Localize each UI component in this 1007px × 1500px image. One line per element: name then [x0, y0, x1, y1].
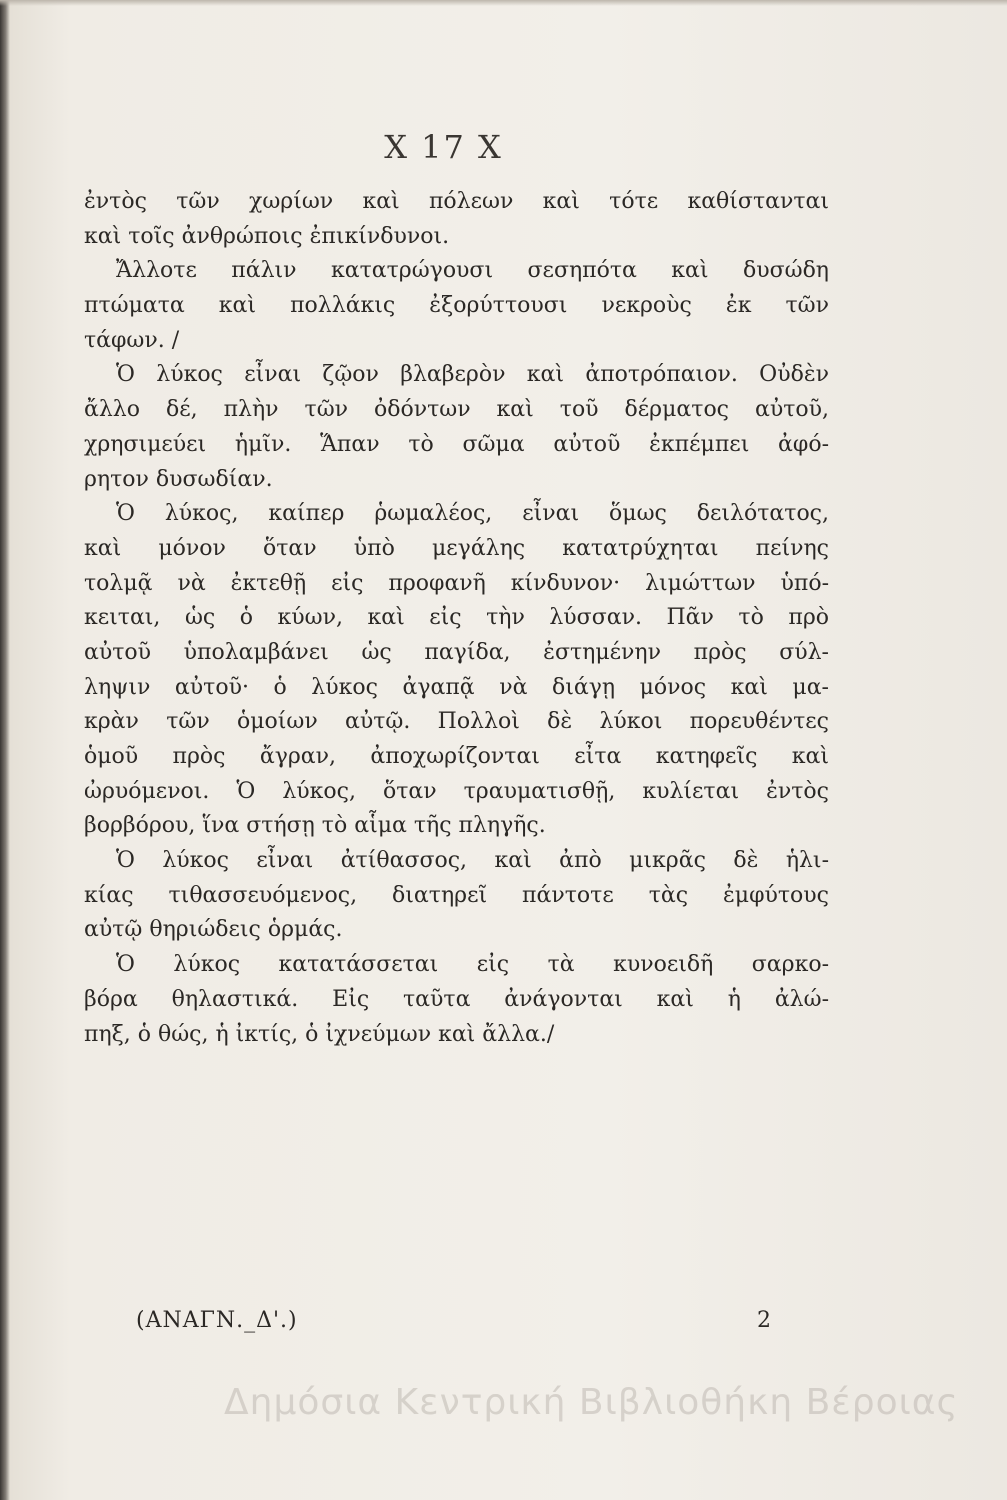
text-line: Ὁ λύκος εἶναι ἀτίθασσος, καὶ ἀπὸ μικρᾶς δὲ ἡλι- [116, 848, 829, 874]
text-line: ὠρυόμενοι. Ὁ λύκος, ὅταν τραυματισθῇ, κυλίεται ἐντὸς [84, 778, 829, 804]
text-line: καὶ τοῖς ἀνθρώποις ἐπικίνδυνοι. [84, 223, 450, 249]
text-line: Ὁ λύκος εἶναι ζῷον βλαβερὸν καὶ ἀποτρόπαιον. Οὐδὲν [116, 362, 829, 388]
text-line: πηξ, ὁ θώς, ἡ ἰκτίς, ὁ ἰχνεύμων καὶ ἄλλα./ [84, 1021, 555, 1047]
text-line: κίας τιθασσευόμενος, διατηρεῖ πάντοτε τὰς ἐμφύτους [84, 882, 829, 908]
text-line: Ὁ λύκος, καίπερ ῥωμαλέος, εἶναι ὅμως δειλότατος, [116, 501, 829, 527]
signature-mark: (ΑΝΑΓΝ._Δ'.) [136, 1308, 298, 1333]
text-line: βορβόρου, ἵνα στήσῃ τὸ αἷμα τῆς πληγῆς. [84, 813, 546, 839]
text-line: βόρα θηλαστικά. Εἰς ταῦτα ἀνάγονται καὶ ἡ ἀλώ- [84, 986, 829, 1012]
page-header: Χ 17 Χ [384, 128, 503, 166]
text-line: αὐτοῦ ὑπολαμβάνει ὡς παγίδα, ἐστημένην πρὸς σύλ- [84, 639, 829, 665]
library-watermark: Δημόσια Κεντρική Βιβλιοθήκη Βέροιας [224, 1382, 959, 1423]
text-line: Ἄλλοτε πάλιν κατατρώγουσι σεσηπότα καὶ δυσώδη [116, 258, 829, 284]
text-line: χρησιμεύει ἡμῖν. Ἅπαν τὸ σῶμα αὐτοῦ ἐκπέμπει ἀφό- [84, 431, 829, 457]
text-line: καὶ μόνον ὅταν ὑπὸ μεγάλης κατατρύχηται πείνης [84, 535, 829, 561]
binding-edge [0, 0, 10, 1500]
signature-number: 2 [757, 1308, 771, 1333]
top-edge-shadow [0, 0, 1007, 6]
text-line: ὁμοῦ πρὸς ἄγραν, ἀποχωρίζονται εἶτα κατηφεῖς καὶ [84, 744, 829, 769]
text-line: ἄλλο δέ, πλὴν τῶν ὀδόντων καὶ τοῦ δέρματος αὐτοῦ, [84, 397, 829, 423]
text-line: ρητον δυσωδίαν. [84, 466, 273, 492]
text-line: αὐτῷ θηριώδεις ὁρμάς. [84, 917, 343, 943]
text-line: ἐντὸς τῶν χωρίων καὶ πόλεων καὶ τότε καθίστανται [84, 189, 829, 214]
page-text [84, 185, 829, 1052]
text-line: κειται, ὡς ὁ κύων, καὶ εἰς τὴν λύσσαν. Πᾶν τὸ πρὸ [84, 605, 829, 631]
text-line: Ὁ λύκος κατατάσσεται εἰς τὰ κυνοειδῆ σαρκο- [116, 952, 829, 978]
text-line: κρὰν τῶν ὁμοίων αὐτῷ. Πολλοὶ δὲ λύκοι πορευθέντες [84, 709, 829, 735]
text-line: πτώματα καὶ πολλάκις ἐξορύττουσι νεκροὺς ἐκ τῶν [84, 293, 829, 319]
text-line: τολμᾷ νὰ ἐκτεθῇ εἰς προφανῆ κίνδυνον· λιμώττων ὑπό- [84, 570, 829, 596]
text-line: τάφων. / [84, 327, 180, 353]
text-line: ληψιν αὐτοῦ· ὁ λύκος ἀγαπᾷ νὰ διάγῃ μόνος καὶ μα- [84, 674, 829, 700]
